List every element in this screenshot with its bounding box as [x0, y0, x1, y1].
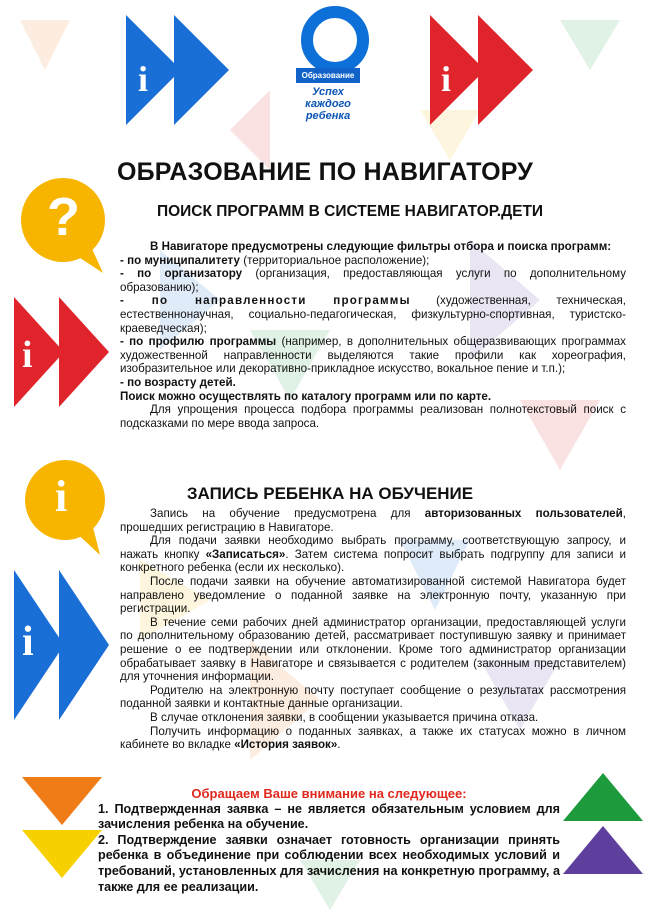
- search-intro: В Навигаторе предусмотрены следующие фильтры отбора и поиска программ:: [150, 240, 612, 253]
- info-letter-top-right: i: [441, 59, 452, 99]
- notice-heading: Обращаем Ваше внимание на следующее:: [191, 786, 467, 801]
- logo-line-1: Успех: [312, 86, 344, 98]
- question-mark: ?: [47, 187, 80, 247]
- logo-ring-icon: [301, 6, 369, 74]
- enroll-p1: Запись на обучение предусмотрена для авторизованных пользователей, прошедших регистрацию в Навигаторе.: [120, 507, 626, 534]
- filter-age: - по возрасту детей.: [120, 375, 236, 389]
- purple-triangle-icon: [563, 826, 643, 876]
- section-search-title: ПОИСК ПРОГРАММ В СИСТЕМЕ НАВИГАТОР.ДЕТИ: [156, 203, 544, 220]
- info-letter-mid-left: i: [22, 334, 33, 376]
- enroll-p3: После подачи заявки на обучение автоматизированной системой Навигатора будет направлено уведомление о поданной заявке на электронную почту, указанную при регистрации.: [120, 574, 626, 616]
- notice-item-1: 1. Подтвержденная заявка – не является обязательным условием для зачисления ребенка на обучение.: [98, 801, 560, 832]
- filter-profile: - по профилю программы (например, в дополнительных общеразвивающих программах художественной направленности выделяются такие профили как хореография, изобразительное или декоративно-прикладное искусство, вокальное пение и т.п.);: [120, 335, 626, 376]
- enroll-p6: В случае отклонения заявки, в сообщении указывается причина отказа.: [150, 710, 539, 724]
- info-letter-yellow: i: [55, 472, 68, 521]
- yellow-triangle-icon: [22, 830, 102, 880]
- info-letter-lower-left: i: [22, 619, 34, 665]
- filter-organizer: - по организатору (организация, предоставляющая услуги по дополнительному образованию);: [120, 267, 627, 294]
- attention-notice: [98, 786, 560, 895]
- enroll-p7: Получить информацию о поданных заявках, а также их статусах можно в личном кабинете во вкладке «История заявок».: [120, 724, 626, 752]
- search-filters-text: [120, 240, 626, 430]
- fulltext-search-note: Для упрощения процесса подбора программы реализован полнотекстовый поиск с подсказками по мере ввода запроса.: [120, 403, 626, 430]
- enroll-p5: Родителю на электронную почту поступает сообщение о результатах рассмотрения поданной заявки и контактные данные организации.: [120, 683, 626, 711]
- logo-line-3: ребенка: [305, 110, 351, 122]
- filter-direction: - по направленности программы (художественная, техническая, естественнонаучная, социально-педагогическая, физкультурно-спортивная, туристско-краеведческая);: [120, 294, 626, 335]
- logo-tag: Образование: [296, 68, 360, 83]
- green-triangle-icon: [563, 773, 643, 823]
- enroll-p2: Для подачи заявки необходимо выбрать программу, соответствующую запросу, и нажать кнопку «Записаться». Затем система попросит выбрать подгруппу для записи и конкретного ребенка (если их несколько).: [120, 534, 627, 575]
- notice-item-2: 2. Подтверждение заявки означает готовность организации принять ребенка в объединение при соблюдении всех необходимых условий и требований, установленных для зачисления на конкретную программу, а также для ее реализации.: [98, 832, 560, 894]
- enroll-text: [120, 507, 626, 752]
- info-letter-top-left: i: [138, 59, 149, 99]
- filter-municipality: - по муниципалитету (территориальное расположение);: [120, 253, 430, 267]
- logo-text: [296, 86, 360, 122]
- orange-triangle-icon: [22, 777, 102, 827]
- enroll-p4: В течение семи рабочих дней администратор организации, предоставляющей услуги по дополнительному образованию детей, рассматривает поступившую заявку и принимает решение о ее подтверждении или отклонении. Кроме того администратор организации обрабатывает заявку в Навигаторе и связывается с родителем (законным представителем) для уточнения информации.: [120, 615, 626, 684]
- logo-line-2: каждого: [305, 98, 351, 110]
- page-title: ОБРАЗОВАНИЕ ПО НАВИГАТОРУ: [116, 158, 534, 186]
- search-catalog-note: Поиск можно осуществлять по каталогу программ или по карте.: [120, 389, 492, 403]
- section-enroll-title: ЗАПИСЬ РЕБЕНКА НА ОБУЧЕНИЕ: [186, 484, 474, 503]
